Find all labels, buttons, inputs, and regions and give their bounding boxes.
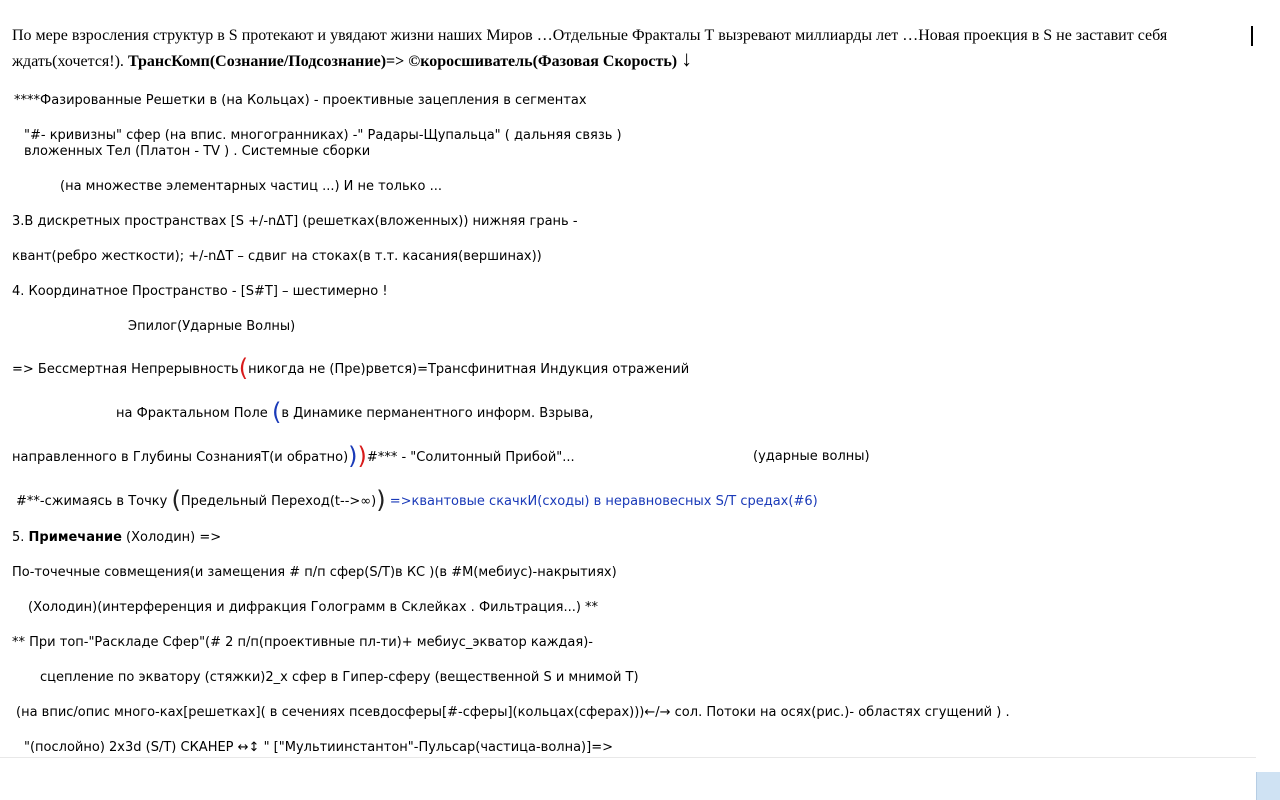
paragraph-line-7: 3.В дискретных пространствах [S +/-nΔT] (решетках(вложенных)) нижняя грань - <box>12 214 578 229</box>
text-cursor <box>1251 26 1253 46</box>
line13-text-b: #*** - "Солитонный Прибой"... <box>366 450 575 465</box>
paragraph-line-3: ****Фазированные Решетки в (на Кольцах) - проективные зацепления в сегментах <box>14 93 587 108</box>
paragraph-line-1: По мере взросления структур в S протекают и увядают жизни наших Миров …Отдельные Фракталы Т вызревают миллиарды лет …Новая проекция в S не заставит себя <box>12 27 1168 44</box>
dark-open-paren: ( <box>171 486 181 514</box>
line2-text: ждать(хочется!). <box>12 53 124 70</box>
page-bottom-edge <box>0 757 1256 758</box>
paragraph-line-6: (на множестве элементарных частиц ...) И не только ... <box>60 179 442 194</box>
paragraph-line-17: (Холодин)(интерференция и дифракция Голограмм в Склейках . Фильтрация...) ** <box>28 600 599 615</box>
shock-waves-note: (ударные волны) <box>753 449 870 464</box>
red-open-paren: ( <box>238 354 249 382</box>
blue-close-paren: ) <box>348 442 358 470</box>
paragraph-line-12 <box>116 398 594 426</box>
paragraph-line-8: квант(ребро жесткости); +/-nΔT – сдвиг на стоках(в т.т. касания(вершинах)) <box>12 249 542 264</box>
paragraph-line-15 <box>12 529 221 547</box>
paragraph-line-2 <box>12 46 693 71</box>
line11-text-b: никогда не (Пре)рвется)=Трансфинитная Индукция отражений <box>248 362 690 377</box>
down-arrow-icon: ↓ <box>681 46 693 71</box>
paragraph-line-19: сцепление по экватору (стяжки)2_х сфер в Гипер-сферу (вещественной S и мнимой T) <box>40 670 639 685</box>
line15-number: 5. <box>12 530 29 545</box>
paragraph-line-20: (на впис/опис много-ках[решетках]( в сечениях псевдосферы[#-сферы](кольцах(сферах)))←/→ сол. Потоки на осях(рис.)- областях сгущений ) . <box>16 705 1010 720</box>
line12-text-a: на Фрактальном Поле <box>116 406 272 421</box>
paragraph-line-4: "#- кривизны" сфер (на впис. многогранниках) -" Радары-Щупальца" ( дальняя связь ) <box>24 128 622 143</box>
blue-open-paren: ( <box>271 398 282 426</box>
paragraph-line-5: вложенных Тел (Платон - TV ) . Системные сборки <box>24 144 371 159</box>
paragraph-line-21: "(послойно) 2x3d (S/T) СКАНЕР ↔↕ " ["Мультиинстантон"-Пульсар(частица-волна)]=> <box>24 740 613 755</box>
paragraph-line-16: По-точечные совмещения(и замещения # п/п сфер(S/T)в КС )(в #M(мебиус)-накрытиях) <box>12 565 617 580</box>
epilog-heading: Эпилог(Ударные Волны) <box>128 319 296 334</box>
line12-text-b: в Динамике перманентного информ. Взрыва, <box>281 406 594 421</box>
line2-bold-text: ТрансКомп(Сознание/Подсознание)=> ©короcшиватель(Фазовая Скорость) <box>127 53 678 70</box>
paragraph-line-13 <box>12 442 575 470</box>
line15-text: (Холодин) => <box>121 530 222 545</box>
red-close-paren: ) <box>357 442 367 470</box>
dark-close-paren: ) <box>376 486 386 514</box>
line11-text-a: => Бессмертная Непрерывность <box>12 362 239 377</box>
note-heading: Примечание <box>28 530 122 545</box>
scrollbar-corner[interactable] <box>1256 772 1280 800</box>
line13-text-a: направленного в Глубины СознанияТ(и обратно) <box>12 450 349 465</box>
paragraph-line-18: ** При топ-"Раскладе Сфер"(# 2 п/п(проективные пл-ти)+ мебиус_экватор каждая)- <box>12 635 593 650</box>
line14-text-a: #**-сжимаясь в Точку <box>16 494 172 509</box>
paragraph-line-14 <box>16 486 818 514</box>
paragraph-line-9: 4. Координатное Пространство - [S#T] – шестимерно ! <box>12 284 388 299</box>
paragraph-line-11 <box>12 354 690 382</box>
line14-text-b: Предельный Переход(t-->∞) <box>180 494 377 509</box>
line14-blue-text: =>квантовые скачкИ(сходы) в неравновесных S/T средах(#6) <box>385 494 818 509</box>
